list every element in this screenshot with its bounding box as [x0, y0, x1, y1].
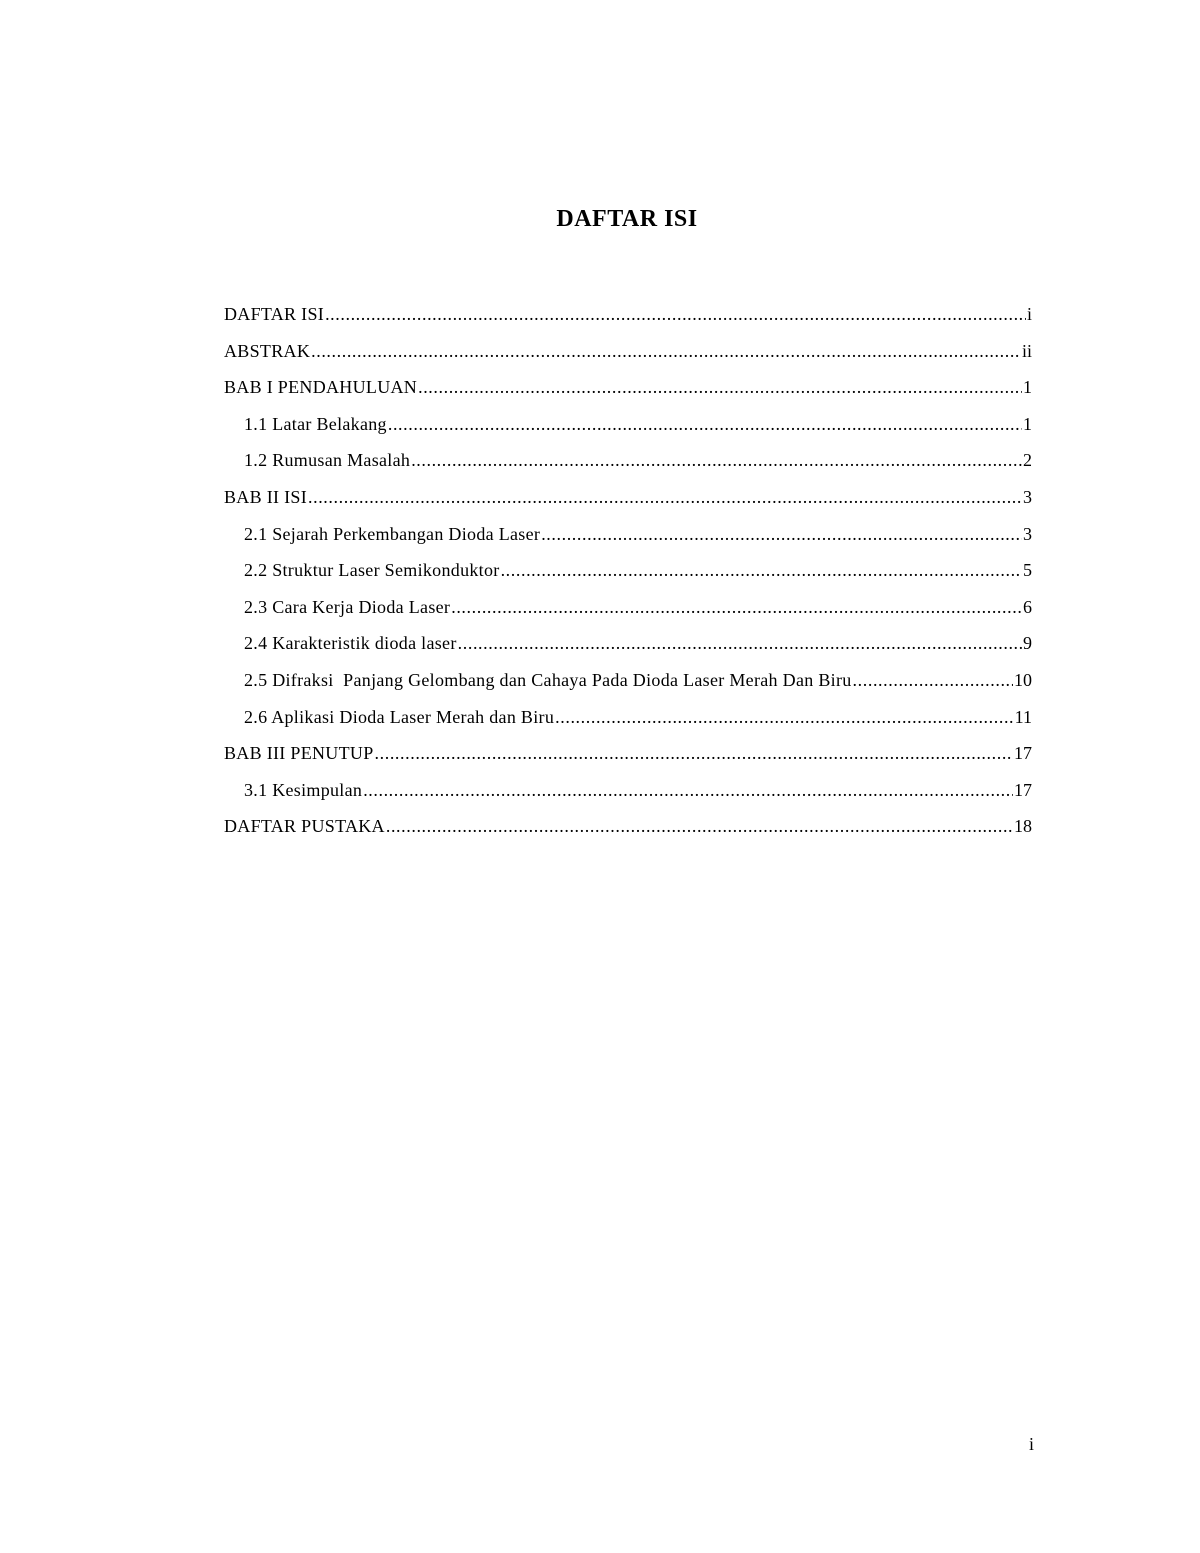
- toc-dot-leader: [853, 662, 1013, 699]
- page-title: DAFTAR ISI: [556, 206, 698, 232]
- toc-entry-label: 2.2 Struktur Laser Semikonduktor: [244, 560, 500, 581]
- toc-dot-leader: [555, 699, 1014, 736]
- toc-entry-label: ABSTRAK: [224, 340, 311, 361]
- toc-dot-leader: [541, 516, 1022, 553]
- toc-entry-page: 11: [1014, 706, 1032, 727]
- toc-entry-label: 2.5 Difraksi Panjang Gelombang dan Cahaya Pada Dioda Laser Merah Dan Biru: [244, 669, 852, 690]
- toc-entry-page: 18: [1014, 816, 1032, 837]
- toc-dot-leader: [311, 333, 1021, 370]
- toc-dot-leader: [325, 296, 1026, 333]
- toc-entry-page: i: [1026, 304, 1032, 324]
- toc-entry[interactable]: [224, 772, 1032, 809]
- toc-entry[interactable]: [224, 662, 1032, 699]
- toc-entry-label: 2.4 Karakteristik dioda laser: [244, 633, 457, 654]
- toc-entry-page: 2: [1023, 450, 1032, 471]
- toc-dot-leader: [418, 369, 1022, 406]
- toc-entry[interactable]: [224, 333, 1032, 370]
- toc-entry-label: 3.1 Kesimpulan: [244, 779, 363, 800]
- toc-entry-label: BAB II ISI: [224, 486, 307, 507]
- toc-entry[interactable]: [224, 625, 1032, 662]
- toc-entry-label: 1.1 Latar Belakang: [244, 413, 387, 434]
- page-number: i: [1028, 1434, 1034, 1454]
- toc-entry-page: 10: [1014, 669, 1032, 690]
- toc-dot-leader: [375, 735, 1013, 772]
- toc-entry-label: 2.6 Aplikasi Dioda Laser Merah dan Biru: [244, 706, 555, 727]
- toc-entry[interactable]: [224, 442, 1032, 479]
- toc-entry-label: 2.1 Sejarah Perkembangan Dioda Laser: [244, 523, 541, 544]
- toc-dot-leader: [458, 625, 1022, 662]
- toc-entry-page: 3: [1023, 486, 1032, 507]
- toc-dot-leader: [411, 442, 1022, 479]
- toc-entry-page: 17: [1014, 779, 1032, 800]
- toc-entry-label: DAFTAR ISI: [224, 304, 325, 324]
- toc-entry-label: DAFTAR PUSTAKA: [224, 816, 385, 837]
- toc-dot-leader: [308, 479, 1022, 516]
- table-of-contents: [224, 296, 1032, 845]
- toc-entry[interactable]: [224, 589, 1032, 626]
- toc-entry[interactable]: [224, 699, 1032, 736]
- toc-entry-page: 1: [1023, 413, 1032, 434]
- toc-entry-page: 3: [1023, 523, 1032, 544]
- toc-entry-page: 6: [1023, 596, 1032, 617]
- toc-entry-page: 17: [1014, 743, 1032, 764]
- toc-entry[interactable]: [224, 552, 1032, 589]
- toc-entry-label: 2.3 Cara Kerja Dioda Laser: [244, 596, 451, 617]
- toc-dot-leader: [363, 772, 1013, 809]
- toc-entry-page: 9: [1023, 633, 1032, 654]
- toc-dot-leader: [501, 552, 1022, 589]
- toc-entry[interactable]: [224, 369, 1032, 406]
- toc-dot-leader: [388, 406, 1022, 443]
- toc-entry[interactable]: [224, 479, 1032, 516]
- toc-entry-page: ii: [1021, 340, 1032, 361]
- toc-entry[interactable]: [224, 406, 1032, 443]
- toc-entry-page: 1: [1023, 377, 1032, 398]
- toc-entry-page: 5: [1023, 560, 1032, 581]
- toc-dot-leader: [451, 589, 1022, 626]
- toc-entry-label: BAB III PENUTUP: [224, 743, 374, 764]
- toc-entry-label: BAB I PENDAHULUAN: [224, 377, 418, 398]
- toc-entry[interactable]: [224, 296, 1032, 333]
- toc-entry-label: 1.2 Rumusan Masalah: [244, 450, 411, 471]
- toc-dot-leader: [386, 808, 1013, 845]
- toc-entry[interactable]: [224, 735, 1032, 772]
- toc-entry[interactable]: [224, 516, 1032, 553]
- toc-entry[interactable]: [224, 808, 1032, 845]
